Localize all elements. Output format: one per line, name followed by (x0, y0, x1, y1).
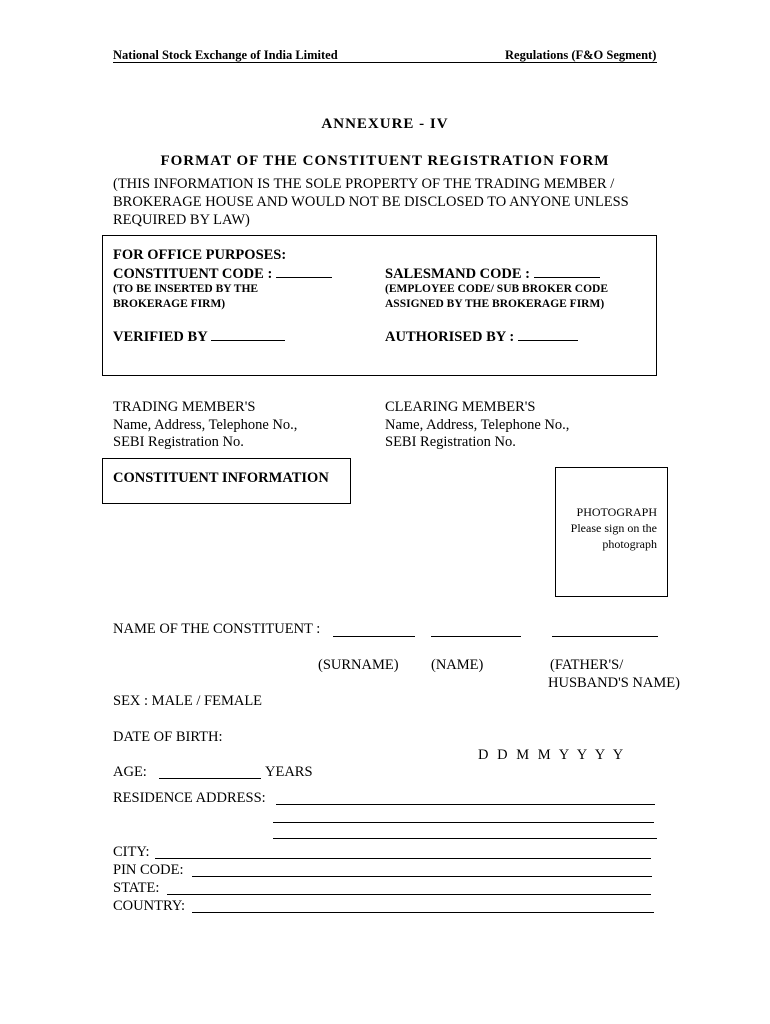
verified-by-field[interactable] (113, 328, 285, 346)
name-blank[interactable] (431, 636, 521, 637)
clearing-line: CLEARING MEMBER'S (385, 399, 536, 415)
disclaimer-line: REQUIRED BY LAW) (113, 212, 250, 228)
country-blank[interactable] (192, 912, 654, 913)
surname-blank[interactable] (333, 636, 415, 637)
constituent-name-label: NAME OF THE CONSTITUENT : (113, 621, 321, 637)
form-title: FORMAT OF THE CONSTITUENT REGISTRATION FORM (160, 153, 610, 169)
verified-by-blank[interactable] (211, 328, 285, 341)
age-blank[interactable] (159, 778, 261, 779)
residence-address-line-2[interactable] (273, 822, 654, 823)
pin-code-blank[interactable] (192, 876, 652, 877)
header-left: National Stock Exchange of India Limited (113, 48, 338, 62)
salesman-code-label: SALESMAND CODE : (385, 266, 531, 282)
photo-line: Please sign on the (570, 521, 657, 535)
pin-code-label: PIN CODE: (113, 862, 184, 878)
residence-address-label: RESIDENCE ADDRESS: (113, 790, 266, 806)
authorised-by-blank[interactable] (518, 328, 578, 341)
salesman-code-blank[interactable] (534, 265, 600, 278)
residence-address-line-3[interactable] (273, 838, 657, 839)
surname-caption: (SURNAME) (318, 657, 399, 673)
constituent-code-note (113, 282, 258, 312)
trading-member-block (113, 399, 297, 452)
father-name-blank[interactable] (552, 636, 658, 637)
dob-format[interactable]: D D M M Y Y Y Y (478, 747, 625, 763)
note-line: (TO BE INSERTED BY THE (113, 283, 259, 295)
years-label: YEARS (265, 764, 313, 780)
clearing-line: SEBI Registration No. (385, 434, 516, 450)
photo-line: PHOTOGRAPH (576, 505, 657, 519)
father-caption-1: (FATHER'S/ (550, 657, 624, 673)
photograph-text (555, 504, 657, 552)
father-caption-2: HUSBAND'S NAME) (548, 675, 680, 691)
note-line: (EMPLOYEE CODE/ SUB BROKER CODE (385, 283, 608, 295)
office-heading: FOR OFFICE PURPOSES: (113, 247, 287, 263)
state-blank[interactable] (167, 894, 651, 895)
note-line: BROKERAGE FIRM) (113, 298, 226, 310)
constituent-code-blank[interactable] (276, 265, 332, 278)
annexure-title: ANNEXURE - IV (321, 116, 449, 132)
age-label: AGE: (113, 764, 147, 780)
note-line: ASSIGNED BY THE BROKERAGE FIRM) (385, 298, 605, 310)
state-label: STATE: (113, 880, 160, 896)
authorised-by-field[interactable] (385, 328, 578, 346)
disclaimer-line: BROKERAGE HOUSE AND WOULD NOT BE DISCLOSED TO ANYONE UNLESS (113, 194, 629, 210)
city-label: CITY: (113, 844, 150, 860)
trading-line: TRADING MEMBER'S (113, 399, 256, 415)
constituent-info-heading: CONSTITUENT INFORMATION (113, 470, 329, 486)
city-blank[interactable] (155, 858, 651, 859)
country-label: COUNTRY: (113, 898, 185, 914)
authorised-by-label: AUTHORISED BY : (385, 329, 515, 345)
salesman-code-field[interactable] (385, 265, 600, 283)
constituent-code-label: CONSTITUENT CODE : (113, 266, 273, 282)
verified-by-label: VERIFIED BY (113, 329, 208, 345)
sex-field[interactable]: SEX : MALE / FEMALE (113, 693, 263, 709)
photo-line: photograph (602, 537, 657, 551)
name-caption: (NAME) (431, 657, 484, 673)
constituent-code-field[interactable] (113, 265, 332, 283)
header-rule (113, 62, 657, 63)
dob-label: DATE OF BIRTH: (113, 729, 223, 745)
salesman-code-note (385, 282, 608, 312)
clearing-member-block (385, 399, 569, 452)
header-right: Regulations (F&O Segment) (505, 48, 657, 62)
trading-line: Name, Address, Telephone No., (113, 416, 298, 433)
disclaimer-line: (THIS INFORMATION IS THE SOLE PROPERTY OF THE TRADING MEMBER / (113, 176, 615, 192)
trading-line: SEBI Registration No. (113, 434, 244, 450)
clearing-line: Name, Address, Telephone No., (385, 416, 570, 433)
disclaimer (113, 175, 629, 229)
residence-address-line-1[interactable] (276, 804, 655, 805)
